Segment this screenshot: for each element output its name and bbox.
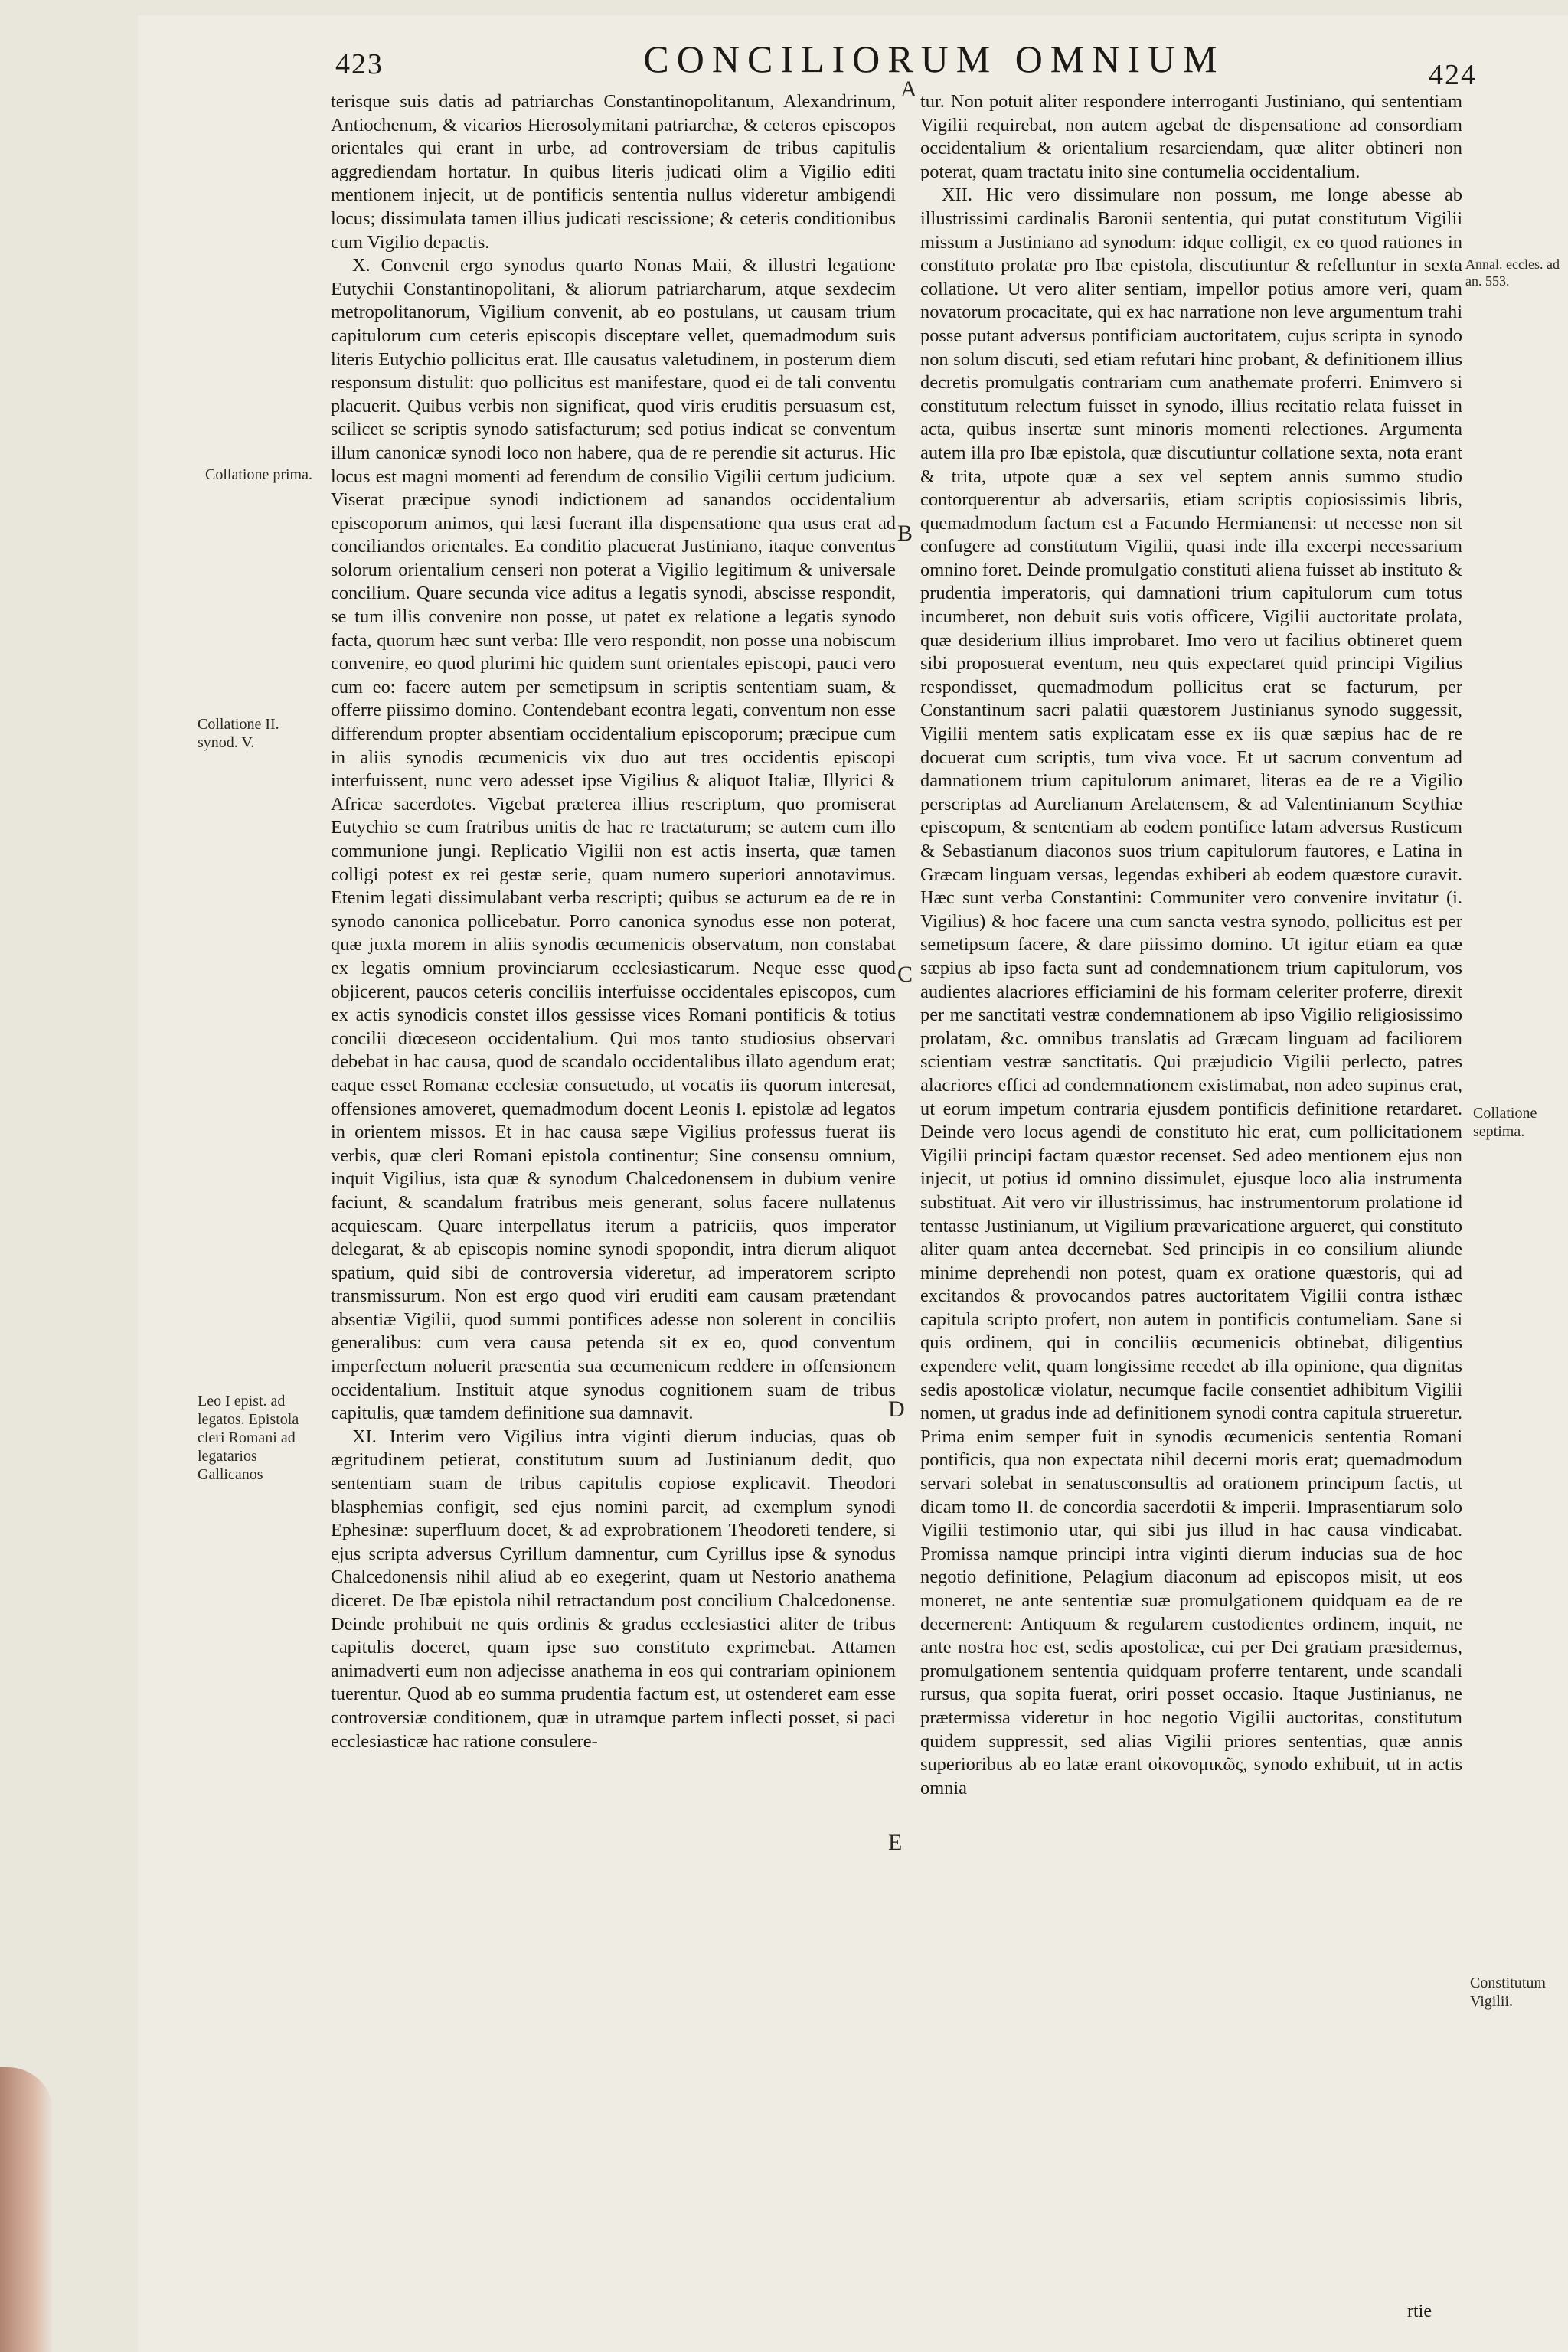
right-paragraph-1: tur. Non potuit aliter respondere interroganti Justiniano, qui sententiam Vigilii requirebat, non autem agebat de dispensatione ad consordiam occidentalium & orientalium resarciendam, quæ aliter obtineri non poterat, quam tractatu inito sine contumelia occidentalium. <box>920 91 1462 182</box>
margin-note-constitutum: Constitutum Vigilii. <box>1470 1975 1546 2010</box>
margin-note-leo-epist: Leo I epist. ad legatos. Epistola cleri Romani ad legatarios Gallicanos <box>198 1393 299 1483</box>
section-letter-a: A <box>900 77 917 102</box>
margin-note-collatione-septima: Collatione septima. <box>1473 1105 1537 1140</box>
left-paragraph-1: terisque suis datis ad patriarchas Constantinopolitanum, Alexandrinum, Antiochenum, & vicarios Hierosolymitani patriarchæ, & ceteros episcopos orientales qui erant in urbe, ad controversiam de tribus capitulis aggrediendam hortatur. In quibus literis judicati olim a Vigilio editi mentionem injecit, ut de pontificis sententia nullus videretur ambigendi locus; dissimulata tamen illius judicati rescissione; & ceteris conditionibus cum Vigilio depactis. <box>331 91 896 253</box>
left-column <box>331 90 896 1753</box>
section-letter-b: B <box>897 521 913 546</box>
right-paragraph-2: XII. Hic vero dissimulare non possum, me longe abesse ab illustrissimi cardinalis Baronii sententia, qui putat constitutum Vigilii missum a Justiniano ad synodum: idque colligit, ex eo quod rationes in constituto prolatæ pro Ibæ epistola, discutiuntur & refelluntur in sexta collatione. Ut vero aliter sentiam, impellor potius amore veri, quam novatorum procacitate, qui ex hac narratione non leve argumentum trahi posse putant adversus pontificiam auctoritatem, cujus scripta in synodo non solum discuti, sed etiam refutari hinc probant, & definitionem illius decretis promulgatis contrariam cum anathemate proferri. Enimvero si constitutum relectum fuisset in synodo, illius recitatio relata fuisset in acta, quibus insertæ sunt minoris momenti relectiones. Argumenta autem illa pro Ibæ epistola, quæ discutiuntur collatione sexta, nota erant & trita, utpote quæ a sex vel septem annis summo studio contorquerentur ab adversariis, etiam scriptis copiosissimis libris, quemadmodum factum est a Facundo Hermianensi: ut necesse non sit confugere ad constitutum Vigilii, quasi inde illa excerpi necessarium omnino foret. Deinde promulgatio constituti aliena fuisset ab instituto & prudentia imperatoris, qui damnationi trium capitulorum cum totus incumberet, non debuit suis votis officere, Vigilii auctoritate prolata, quæ desiderium illius improbaret. Imo vero ut facilius obtineret quem sibi proposuerat eventum, neu quis expectaret quid principi Vigilius respondisset, quemadmodum pollicitus erat se facturum, per Constantinum sacri palatii quæstorem Justinianus synodo suggessit, Vigilii mentem satis explicatam esse ex iis quæ sæpius hac de re docuerat cum scriptis, tum viva voce. Et ut sacrum conventum ad damnationem trium capitulorum animaret, literas ea de re a Vigilio perscriptas ad Aurelianum Arelatensem, & ad Valentinianum Scythiæ episcopum, & sententiam ab eodem pontifice latam adversus Rusticum & Sebastianum diaconos suos trium capitulorum fautores, e Latina in Græcam linguam versas, legendas exhiberi ab eodem quæstore curavit. Hæc sunt verba Constantini: Communiter vero convenire invitatur (i. Vigilius) & hoc facere una cum sancta vestra synodo, pollicitus est per semetipsum facere, & dare piissimo domino. Ut igitur etiam ea quæ sæpius ab ipso facta sunt ad condemnationem trium capitulorum, vos audientes alacriores efficiamini de his formam celeriter proferre, direxit per me sanctitati vestræ condemnationem ab ipso Vigilio religiosissimo prolatam, &c. omnibus translatis ad Græcam linguam ad faciliorem scientiam vestræ sanctitatis. Qui præjudicio Vigilii perlecto, patres alacriores effici ad condemnationem existimabat, non adeo supinus erat, ut eorum impetum contraria ejusdem pontificis definitione retardaret. Deinde vero locus agendi de constituto hic erat, cum pollicitationem Vigilii principi factam quæstor recenset. Sed adeo mentionem ejus non injecit, ut potius id omnino dissimulet, ejusque loco alia instrumenta substituat. Ait vero vir illustrissimus, hac instrumentorum prolatione id tentasse Justinianum, ut Vigilium prævaricatione argueret, qui constituto aliter quam antea decernebat. Sed principis in eo consilium aliunde minime deprehendi non potest, quam ex oratione quæstoris, qui ad excitandos & provocandos patres auctoritatem Vigilii contra isthæc capitula scripto profert, non autem in pontificis contumeliam. Sane si quis ordinem, qui in conciliis œcumenicis obtinebat, diligentius expendere velit, quam longissime recedet ab illa opinione, qua dignitas sedis apostolicæ violatur, necumque facile consentiet adhibitum Vigilii nomen, ut gradus inde ad definitionem synodi contra capitula strueretur. Prima enim semper fuit in synodis œcumenicis sententia Romani pontificis, qua non expectata nihil decerni moris erat; quemadmodum servari solebat in senatusconsultis ad orationem principum factis, ut dicam tomo II. de concordia sacerdotii & imperii. Imprasentiarum solo Vigilii testimonio utar, qui sibi jus illud in hac causa vindicabat. Promissa namque principi intra viginti dierum inducias sua de hoc negotio definitione, Pelagium diaconum ad episcopos misit, ut eos moneret, ne ante sententiæ suæ promulgationem quidquam ea de re decernerent: Antiquum & regularem custodientes ordinem, inquit, ne ante nostra hoc est, sedis apostolicæ, cui per Dei gratiam præsidemus, promulgationem sententia quidquam proferre tentarent, unde scandali rursus, qua sopita fuerat, oriri posset occasio. Itaque Justinianus, ne prætermissa videretur in hoc negotio Vigilii auctoritas, constitutum quidem suppressit, sed alias Vigilii priores sententias, quæ annis superioribus ab eo latæ erant οἰκονομικῶς, synodo exhibuit, ut in actis omnia <box>920 185 1462 1798</box>
section-letter-c: C <box>897 962 913 987</box>
section-letter-e: E <box>888 1830 903 1855</box>
left-paragraph-2: X. Convenit ergo synodus quarto Nonas Maii, & illustri legatione Eutychii Constantinopolitani, & aliorum patriarcharum, atque sexdecim metropolitanorum, Vigilium convenit, ab eo postulans, ut causam trium capitulorum cum ceteris episcopis disceptare vellet, quemadmodum suis literis Eutychio pollicitus erat. Ille causatus valetudinem, in posterum diem responsum distulit: quo pollicitus est manifestare, quod ei de tali conventu placuerit. Quibus verbis non significat, quod viris eruditis persuasum est, scilicet se scriptis synodo satisfacturum; sed potius indicat se conventum illum canonicæ synodi loco non habere, qua de re perendie sit acturus. Hic locus est magni momenti ad ferendum de consilio Vigilii certum judicium. Viserat præcipue synodi indictionem ad sanandos occidentalium episcoporum animos, qui læsi fuerant illa dispensatione qua usus erat ad conciliandos orientales. Ea conditio placuerat Justiniano, itaque conventus solorum orientalium censeri non poterat a Vigilio legitimum & universale concilium. Quare secunda vice aditus a legatis synodi, abscisse respondit, se tum illis convenire non posse, ut patet ex relatione a legatis synodo facta, quorum hæc sunt verba: Ille vero respondit, non posse una nobiscum convenire, eo quod plurimi hic quidem sunt orientales episcopi, pauci vero cum eo: facere autem per semetipsum in scriptis sententiam suam, & offerre piissimo domino. Contendebant econtra legati, conventum non esse differendum propter absentiam occidentalium episcoporum; præcipue cum in aliis synodis œcumenicis vix duo aut tres occidentis episcopi interfuissent, nunc vero adesset ipse Vigilius & aliquot Italiæ, Illyrici & Africæ sacerdotes. Vigebat præterea illius rescriptum, quo promiserat Eutychio se cum fratribus unitis de hac re tractaturum; se autem cum illo communione jungi. Replicatio Vigilii non est actis inserta, quæ tamen colligi potest ex rei gestæ serie, quam numero superiori annotavimus. Etenim legati dissimulabant verba rescripti; quibus se acturum ea de re in synodo canonica pollicebatur. Porro canonica synodus esse non poterat, quæ juxta morem in aliis synodis œcumenicis observatum, non constabat ex legatis omnium provinciarum ecclesiasticarum. Neque esse quod objicerent, paucos ceteris conciliis interfuisse occidentales episcopos, cum ex actis synodicis constet illos gessisse vices Romani pontificis & totius concilii diœceseon occidentalium. Qui mos tanto studiosius observari debebat in hac causa, quod de scandalo occidentalibus illato agendum erat; eaque esset Romanæ ecclesiæ consuetudo, ut vocatis iis quorum interesat, offensiones amoveret, quemadmodum docent Leonis I. epistolæ ad legatos in orientem missos. Et in hac causa sæpe Vigilius professus fuerat iis verbis, quæ cleri Romani epistola continentur; Sine consensu omnium, inquit Vigilius, ista quæ & synodum Chalcedonensem in dubium venire faciunt, & scandalum fratribus meis generant, solus facere nullatenus acquiescam. Quare interpellatus iterum a patriciis, quos imperator delegarat, & ab episcopis nomine synodi spopondit, intra dierum aliquot spatium, quid sibi de controversia videretur, ad imperatorem scripto transmissurum. Non est ergo quod viri eruditi eam causam prætendant absentiæ Vigilii, quod summi pontifices adesse non solerent in conciliis generalibus: cum vera causa petenda sit ex eo, quod conventum imperfectum noluerit præsentia sua œcumenicum reddere in offensionem occidentalium. Instituit atque synodus cognitionem suam de tribus capitulis, quæ tamdem definitione sua damnavit. <box>331 255 896 1424</box>
page-edge-shadow <box>0 2067 54 2352</box>
page-title: CONCILIORUM OMNIUM <box>643 38 1225 80</box>
page-number-left: 423 <box>335 48 384 80</box>
margin-note-annal-eccles: Annal. eccles. ad an. 553. <box>1465 256 1560 289</box>
section-letter-d: D <box>888 1396 905 1422</box>
right-column <box>920 90 1462 1800</box>
page-number-right: 424 <box>1429 59 1477 91</box>
left-paragraph-3: XI. Interim vero Vigilius intra viginti dierum inducias, quas ob ægritudinem petierat, constitutum suum ad Justinianum dedit, quo sententiam suam de tribus capitulis copiose explicavit. Theodori blasphemias configit, sed ejus nomini parcit, ad exemplum synodi Ephesinæ: superfluum docet, & ad exprobrationem Theodoreti tendere, si ejus scripta adversus Cyrillum damnentur, cum Cyrillus ipse & synodus Chalcedonensis nihil aliud ab eo exegerint, quam ut Nestorio anathema diceret. De Ibæ epistola nihil retractandum post concilium Chalcedonense. Deinde prohibuit ne quis ordinis & gradus ecclesiastici aliter de tribus capitulis doceret, quam ipse suo constituto exprimebat. Attamen animadverti eum non adjecisse anathema in eos qui contrariam opinionem tuerentur. Quod ab eo summa prudentia factum est, ut ostenderet eam esse controversiæ conditionem, quæ in utramque partem inflecti posset, si paci ecclesiasticæ hac ratione consulere- <box>331 1426 896 1752</box>
margin-note-collatione-prima: Collatione prima. <box>205 466 312 483</box>
margin-note-collatione-ii: Collatione II. synod. V. <box>198 716 279 751</box>
catchword: rtie <box>1407 2301 1432 2321</box>
